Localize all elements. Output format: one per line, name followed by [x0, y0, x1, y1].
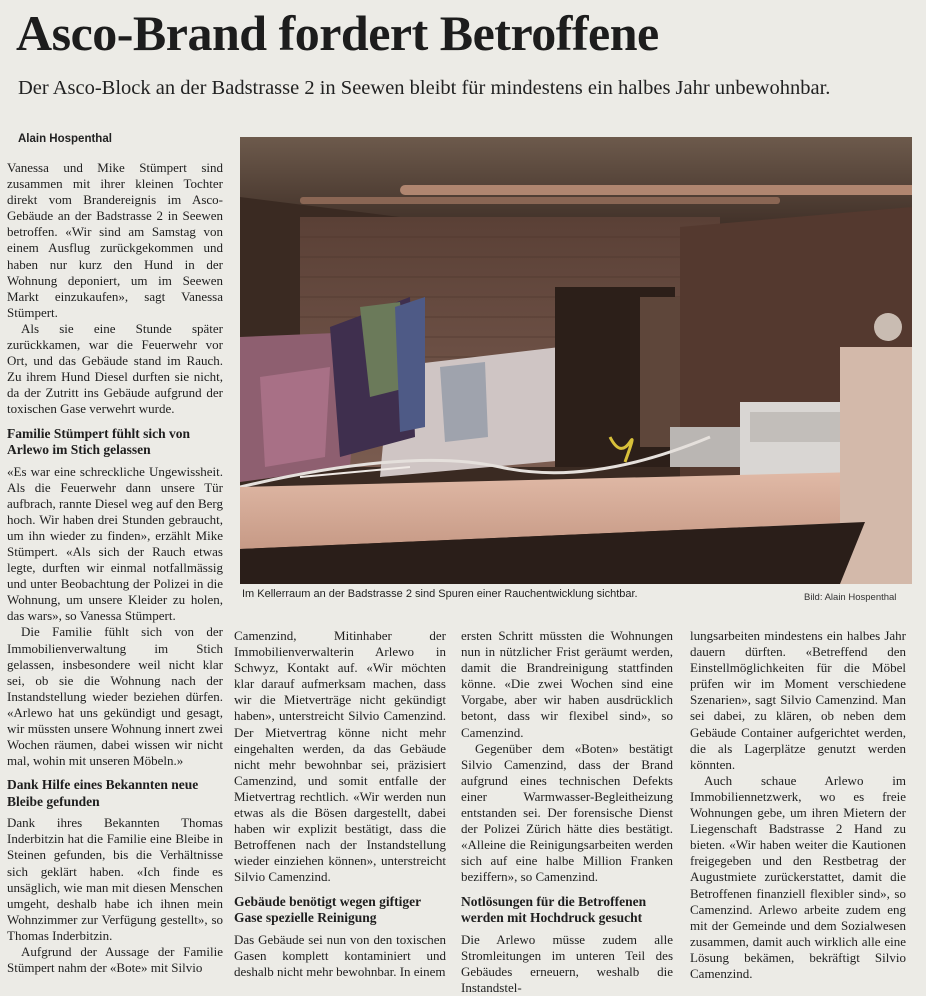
article-column-1 [7, 160, 223, 976]
paragraph: Auch schaue Arlewo im Immobiliennetzwerk, wo es freie Wohnungen gebe, um ihren Mietern der Liegenschaft Badstrasse 2 Hand zu bieten. «Wir haben weiter die Kautionen freigegeben und den Restbetrag der Augustmiete zurückerstattet, damit die Betroffenen finanziell flexibler sind», so Camenzind. Arlewo arbeite zudem eng mit der Gemeinde und dem Sozialwesen zusammen, damit auch wirklich alle eine Lösung bekämen, bekräftigt Silvio Camenzind. [690, 772, 906, 981]
paragraph: Die Familie fühlt sich von der Immobilienverwaltung im Stich gelassen, insbesondere weil nicht klar sei, ob sie die Wohnung nach der Instandstellung wieder beziehen dürfen. «Arlewo hat uns gekündigt und gesagt, wir müssten unsere Wohnung innert zwei Wochen räumen, dabei wissen wir nicht mal, wohin mit unseren Möbeln.» [7, 624, 223, 769]
photo-credit: Bild: Alain Hospenthal [804, 592, 897, 603]
subheadline: Der Asco-Block an der Badstrasse 2 in Seewen bleibt für mindestens ein halbes Jahr unbewohnbar. [18, 77, 831, 99]
section-heading: Familie Stümpert fühlt sich von Arlewo im Stich gelassen [7, 425, 191, 457]
article-column-3 [461, 628, 673, 996]
byline: Alain Hospenthal [18, 133, 112, 145]
paragraph: Die Arlewo müsse zudem alle Stromleitungen im unteren Teil des Gebäudes erneuern, weshalb die Instandstel- [461, 931, 673, 995]
paragraph: Dank ihres Bekannten Thomas Inderbitzin hat die Familie eine Bleibe in Steinen gefunden, bis die Verhältnisse sich geklärt haben. «Ich finde es unsäglich, wie man mit diesen Menschen umgeht, deshalb habe ich ihnen mein Wohnzimmer zur Verfügung gestellt», so Thomas Inderbitzin. [7, 815, 223, 943]
headline: Asco-Brand fordert Betroffene [16, 5, 659, 61]
paragraph: Das Gebäude sei nun von den toxischen Gasen komplett kontaminiert und deshalb nicht mehr bewohnbar. In einem [234, 931, 446, 979]
section-heading: Dank Hilfe eines Bekannten neue Bleibe gefunden [7, 777, 199, 809]
paragraph: Camenzind, Mitinhaber der Immobilienverwalterin Arlewo in Schwyz, Kontakt auf. «Wir möchten klar darauf aufmerksam machen, dass wir die Mietverträge nicht gekündigt haben», unterstreicht Silvio Camenzind. Der Mietvertrag könne nicht mehr eingehalten werden, da das Gebäude nicht mehr bewohnbar sei, präzisiert Camenzind, und somit entfalle der Mietvertrag rechtlich. «Wir werden nun etwas als die Bösen dargestellt, dabei haben wir explizit bestätigt, dass die Betroffenen nach der Instandstellung wieder einziehen können», unterstreicht Silvio Camenzind. [234, 628, 446, 885]
paragraph: Vanessa und Mike Stümpert sind zusammen mit ihrer kleinen Tochter direkt vom Brandereignis im Asco-Gebäude an der Badstrasse 2 in Seewen betroffen. «Wir sind am Samstag von einem Ausflug zurückgekommen und haben nur kurz den Hund in der Wohnung deponiert, um im Seewen Markt einzukaufen», sagt Vanessa Stümpert. [7, 160, 223, 320]
photo-caption: Im Kellerraum an der Badstrasse 2 sind Spuren einer Rauchentwicklung sichtbar. [242, 588, 638, 600]
section-heading: Notlösungen für die Betroffenen werden mit Hochdruck gesucht [461, 893, 647, 925]
paragraph: lungsarbeiten mindestens ein halbes Jahr dauern dürften. «Betreffend den Einstellmöglichkeiten für die Möbel prüfen wir im Moment verschiedene Szenarien», sagt Silvio Camenzind. Man sei dabei, zu klären, ob neben dem Gebäude Container aufgerichtet werden, die als Lagerplätze genutzt werden könnten. [690, 628, 906, 772]
article-column-4 [690, 628, 906, 982]
paragraph: «Es war eine schreckliche Ungewissheit. Als die Feuerwehr dann unsere Tür aufbrach, rannte Diesel weg auf den Berg hoch. Wir haben drei Stunden gebraucht, um ihn wieder zu finden», erzählt Mike Stümpert. «Als sich der Rauch etwas legte, durften wir einmal notfallmässig und unter Beobachtung der Polizei in die Wohnung, um unsere Kleider zu holen, das wars», so Vanessa Stümpert. [7, 463, 223, 624]
section-heading: Gebäude benötigt wegen giftiger Gase spezielle Reinigung [234, 893, 421, 925]
paragraph: Gegenüber dem «Boten» bestätigt Silvio Camenzind, dass der Brand aufgrund eines technischen Defekts einer Warmwasser-Begleitheizung entstanden sei. Der forensische Dienst der Polizei Zürich hätte dies bestätigt. «Alleine die Reinigungsarbeiten werden sich auf eine halbe Million Franken beziffern», so Camenzind. [461, 740, 673, 885]
basement-photo-illustration [240, 137, 912, 584]
paragraph: Als sie eine Stunde später zurückkamen, war die Feuerwehr vor Ort, und das Gebäude stand im Rauch. Zu ihrem Hund Diesel durften sie nicht, da der Zutritt ins Gebäude aufgrund der toxischen Gase verwehrt wurde. [7, 320, 223, 417]
article-column-2 [234, 628, 446, 980]
paragraph: Aufgrund der Aussage der Familie Stümpert nahm der «Bote» mit Silvio [7, 944, 223, 976]
paragraph: ersten Schritt müssten die Wohnungen nun in nützlicher Frist geräumt werden, damit die Brandreinigung stattfinden könne. «Die zwei Wochen sind eine Vorgabe, aber wir haben ausdrücklich betont, dass wir flexibel sind», so Camenzind. [461, 628, 673, 740]
basement-photo [240, 137, 912, 584]
